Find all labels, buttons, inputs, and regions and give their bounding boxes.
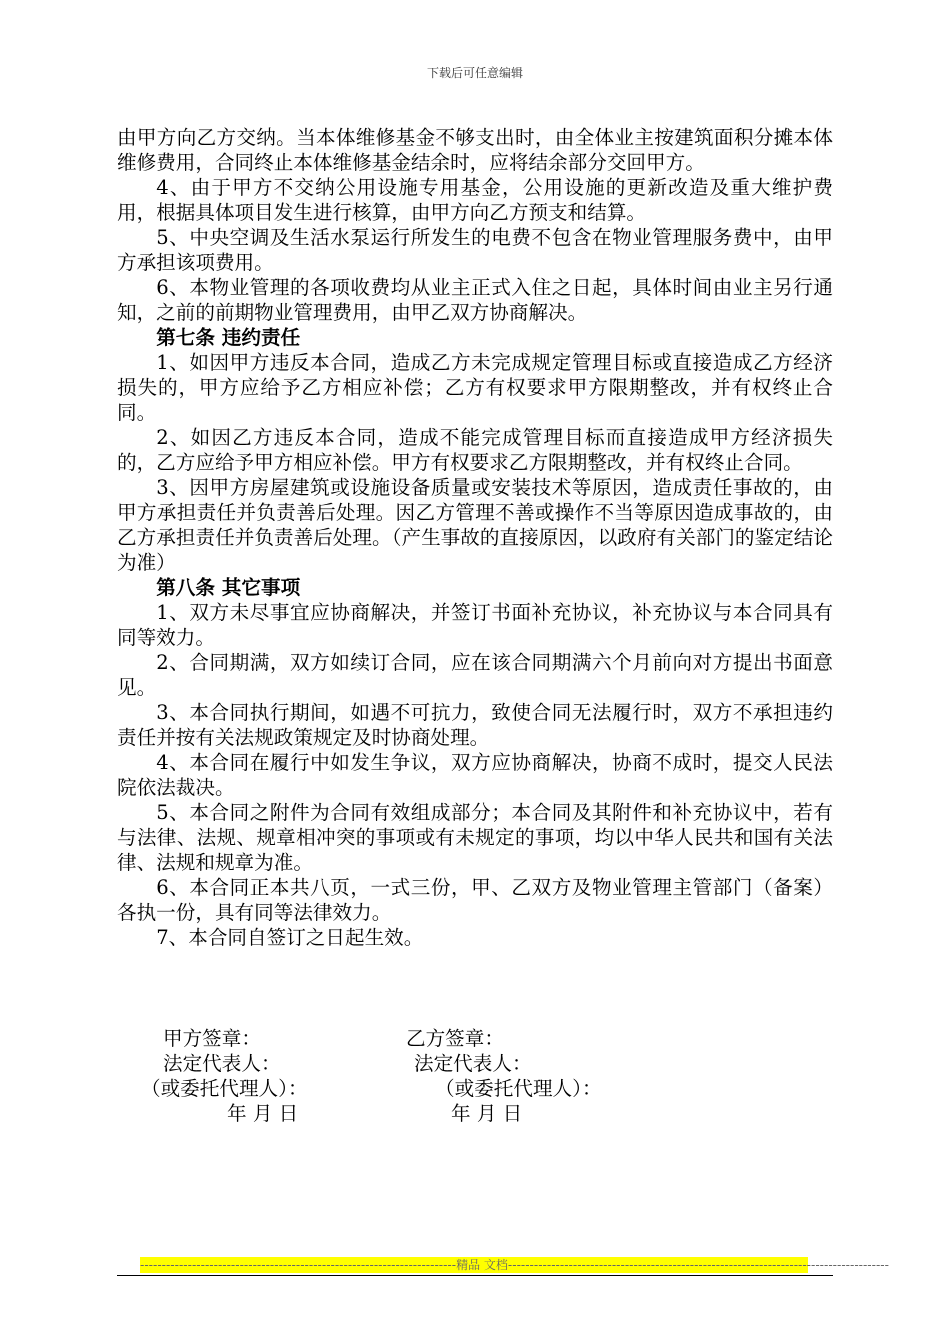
paragraph: 4、由于甲方不交纳公用设施专用基金，公用设施的更新改造及重大维护费用，根据具体项目发生进行核算，由甲方向乙方预支和结算。 [117,176,833,224]
header-note: 下载后可任意编辑 [426,66,523,80]
paragraph: 7、本合同自签订之日起生效。 [156,926,424,949]
paragraph: 2、合同期满，双方如续订合同，应在该合同期满六个月前向对方提出书面意见。 [117,651,833,699]
footer-divider [117,1275,833,1276]
paragraph: 6、本合同正本共八页，一式三份，甲、乙双方及物业管理主管部门（备案）各执一份，具有同等法律效力。 [117,876,833,924]
party-a-rep-label: 法定代表人： [163,1052,281,1075]
paragraph: 由甲方向乙方交纳。当本体维修基金不够支出时，由全体业主按建筑面积分摊本体维修费用，合同终止本体维修基金结余时，应将结余部分交回甲方。 [117,126,833,174]
paragraph: 1、如因甲方违反本合同，造成乙方未完成规定管理目标或直接造成乙方经济损失的，甲方应给予乙方相应补偿；乙方有权要求甲方限期整改，并有权终止合同。 [117,351,833,424]
party-b-rep-label: 法定代表人： [414,1052,532,1075]
signature-block [117,1026,833,1126]
party-a-seal-label: 甲方签章： [163,1027,261,1050]
paragraph: 6、本物业管理的各项收费均从业主正式入住之日起，具体时间由业主另行通知，之前的前期物业管理费用，由甲乙双方协商解决。 [117,276,833,324]
footer-banner: -------------------------------------------------------------------------精品 文档---------------------------------------------------------------------------------------- [140,1258,889,1272]
party-a-agent-label: （或委托代理人）： [141,1077,308,1100]
contract-body [117,125,833,950]
party-b-agent-label: （或委托代理人）： [435,1077,602,1100]
section-heading: 第八条 其它事项 [156,576,301,599]
paragraph: 3、本合同执行期间，如遇不可抗力，致使合同无法履行时，双方不承担违约责任并按有关法规政策规定及时协商处理。 [117,701,833,749]
paragraph: 5、本合同之附件为合同有效组成部分；本合同及其附件和补充协议中，若有与法律、法规、规章相冲突的事项或有未规定的事项，均以中华人民共和国有关法律、法规和规章为准。 [117,801,833,874]
section-heading: 第七条 违约责任 [156,326,301,349]
signature-row-rep [117,1051,833,1076]
paragraph: 5、中央空调及生活水泵运行所发生的电费不包含在物业管理服务费中，由甲方承担该项费用。 [117,226,833,274]
party-b-date: 年 月 日 [451,1102,523,1125]
paragraph: 1、双方未尽事宜应协商解决，并签订书面补充协议，补充协议与本合同具有同等效力。 [117,601,833,649]
paragraph: 4、本合同在履行中如发生争议，双方应协商解决，协商不成时，提交人民法院依法裁决。 [117,751,833,799]
paragraph: 3、因甲方房屋建筑或设施设备质量或安装技术等原因，造成责任事故的，由甲方承担责任并负责善后处理。因乙方管理不善或操作不当等原因造成事故的，由乙方承担责任并负责善后处理。（产生事故的直接原因，以政府有关部门的鉴定结论为准） [117,476,833,574]
paragraph: 2、如因乙方违反本合同，造成不能完成管理目标而直接造成甲方经济损失的，乙方应给予甲方相应补偿。甲方有权要求乙方限期整改，并有权终止合同。 [117,426,833,474]
signature-row-agent [117,1076,833,1101]
signature-row-date [117,1101,833,1126]
party-a-date: 年 月 日 [227,1102,299,1125]
party-b-seal-label: 乙方签章： [406,1027,504,1050]
signature-row-seal [117,1026,833,1051]
